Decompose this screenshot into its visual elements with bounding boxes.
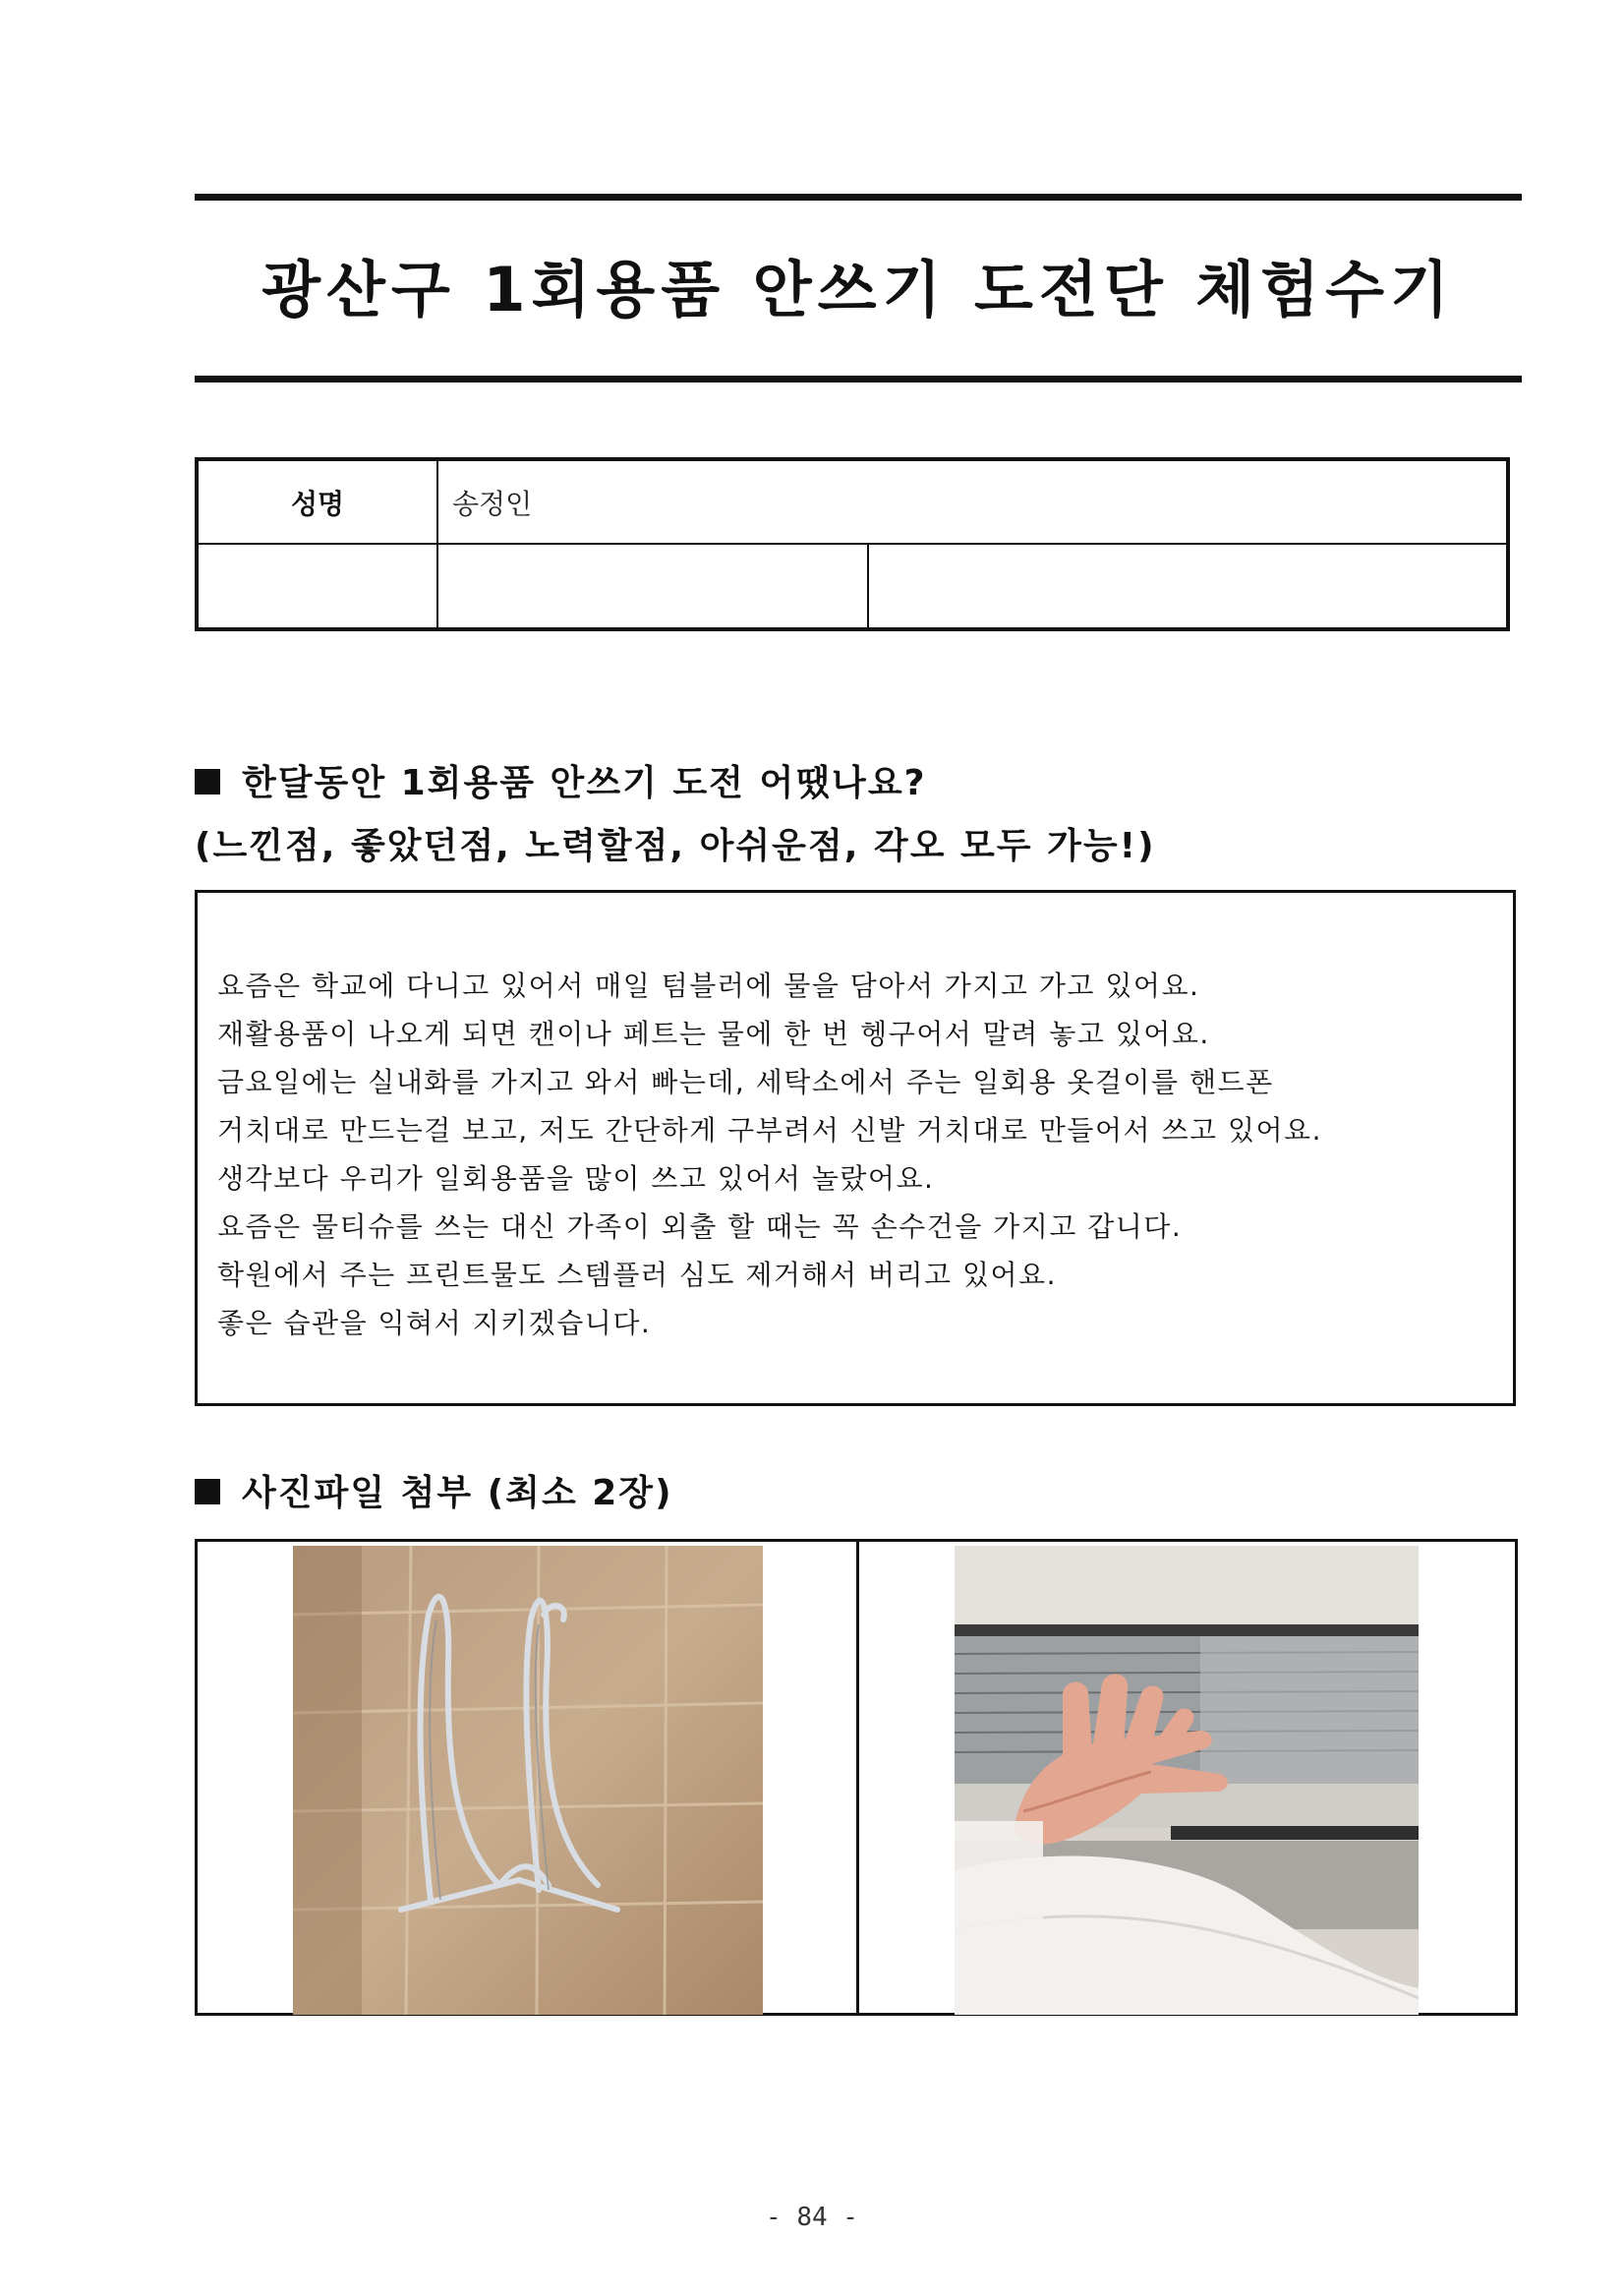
square-bullet-icon: [195, 769, 220, 795]
answer-line: 요즘은 학교에 다니고 있어서 매일 텀블러에 물을 담아서 가지고 가고 있어요.: [217, 970, 1200, 1002]
square-bullet-icon: [195, 1479, 220, 1504]
empty-cell: [197, 544, 437, 629]
photo-box: [195, 1539, 1518, 2016]
answer-line: 재활용품이 나오게 되면 캔이나 페트는 물에 한 번 헹구어서 말려 놓고 있어요.: [217, 1018, 1210, 1050]
answer-line: 학원에서 주는 프린트물도 스템플러 심도 제거해서 버리고 있어요.: [217, 1259, 1058, 1291]
wire-hanger-shoe-rack-photo: [293, 1546, 763, 2015]
page-number: - 84 -: [766, 2203, 858, 2232]
question-text: 한달동안 1회용품 안쓰기 도전 어땠나요?: [242, 763, 927, 803]
answer-line: 생각보다 우리가 일회용품을 많이 쓰고 있어서 놀랐어요.: [217, 1162, 935, 1195]
empty-cell: [868, 544, 1508, 629]
photo-divider: [856, 1542, 859, 2013]
question-heading: [195, 755, 926, 805]
photo-heading-text: 사진파일 첨부 (최소 2장): [242, 1473, 673, 1513]
name-value: 송정인: [437, 459, 1508, 544]
photo-heading: [195, 1465, 673, 1515]
answer-line: 금요일에는 실내화를 가지고 와서 빠는데, 세탁소에서 주는 일회용 옷걸이를 핸드폰: [217, 1066, 1274, 1098]
bottom-rule: [195, 376, 1522, 383]
question-subheading: (느낀점, 좋았던점, 노력할점, 아쉬운점, 각오 모두 가능!): [195, 826, 1156, 866]
hand-on-shoe-rack-photo: [955, 1546, 1419, 2015]
answer-line: 요즘은 물티슈를 쓰는 대신 가족이 외출 할 때는 꼭 손수건을 가지고 갑니다.: [217, 1210, 1183, 1243]
name-label: 성명: [197, 459, 437, 544]
empty-cell: [437, 544, 868, 629]
answer-line: 거치대로 만드는걸 보고, 저도 간단하게 구부려서 신발 거치대로 만들어서 쓰고 있어요.: [217, 1114, 1322, 1147]
info-table: [195, 457, 1510, 631]
answer-line: 좋은 습관을 익혀서 지키겠습니다.: [217, 1307, 652, 1339]
top-rule: [195, 194, 1522, 201]
page-title: 광산구 1회용품 안쓰기 도전단 체험수기: [261, 254, 1455, 325]
answer-box: [195, 890, 1516, 1406]
answer-text: [217, 962, 1503, 1347]
